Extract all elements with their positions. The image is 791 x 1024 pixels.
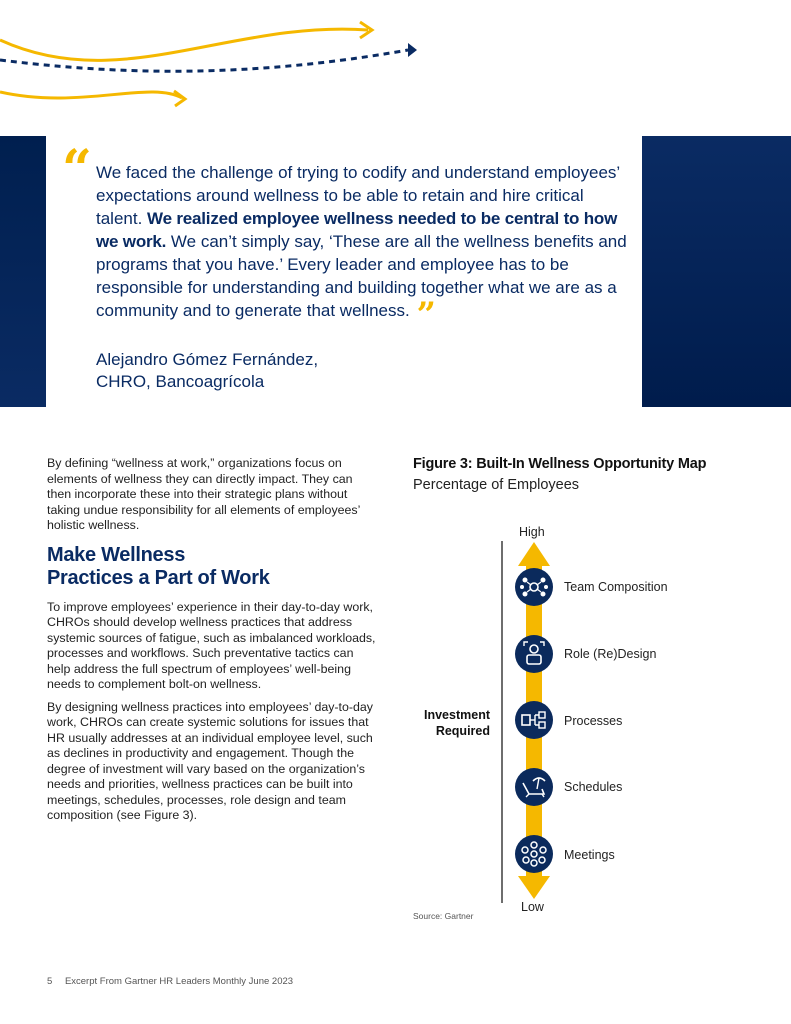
intro-paragraph: By defining “wellness at work,” organizations focus on elements of wellness they can directly impact. They can then incorporate these into their strategic plans without taking undue responsibility for all elements of employees’ holistic wellness. [47, 456, 360, 532]
node-label-meetings: Meetings [564, 848, 615, 862]
quote-text-rest: We can’t simply say, ‘These are all the wellness benefits and programs that you have.’ Every leader and employee has to be responsible for understanding and building together what we are as a community and to generate that wellness. [96, 232, 627, 320]
y-label-line2: Required [435, 724, 490, 738]
attribution-title: CHRO, Bancoagrícola [96, 372, 265, 391]
team-network-icon [515, 568, 553, 606]
body-paragraph-1: To improve employees’ experience in their day-to-day work, CHROs should develop wellness practices that address systemic sources of fatigue, such as imbalanced workloads, processes and workflows. Such preventative tactics can help address the full spectrum of employees’ well-being needs to complement bolt-on wellness. [47, 599, 376, 691]
section-heading-line1: Make Wellness [47, 543, 186, 566]
page-number: 5 [47, 976, 53, 987]
node-label-schedules: Schedules [564, 780, 623, 794]
figure-title: Figure 3: Built-In Wellness Opportunity Map [413, 456, 707, 472]
open-quote-mark: “ [62, 139, 92, 200]
section-heading-line2: Practices a Part of Work [47, 566, 270, 589]
axis-high-label: High [519, 525, 545, 539]
axis-low-label: Low [521, 900, 544, 914]
figure-source: Source: Gartner [413, 911, 474, 921]
person-role-icon [515, 635, 553, 673]
close-quote-mark: ” [416, 295, 437, 335]
page-footer [47, 976, 293, 987]
quote-text-emphasis: We realized employee wellness needed to be central to how we work. [96, 209, 618, 251]
footer-text: Excerpt From Gartner HR Leaders Monthly June 2023 [64, 976, 294, 987]
body-paragraph-2: By designing wellness practices into employees’ day-to-day work, CHROs can create systemic solutions for issues that HR usually addresses at an individual employee level, such as declines in productivity and engagement. Though the degree of investment will vary based on the organization’s needs and priorities, wellness practices can be built into meetings, schedules, processes, role design and team composition (see Figure 3). [47, 699, 373, 822]
y-label-line1: Investment [424, 708, 490, 722]
figure-subtitle: Percentage of Employees [413, 477, 580, 493]
process-flow-icon [515, 701, 553, 739]
lounge-chair-icon [515, 768, 553, 806]
node-label-role-redesign: Role (Re)Design [564, 647, 657, 661]
node-label-processes: Processes [564, 714, 623, 728]
attribution-name: Alejandro Gómez Fernández, [96, 350, 319, 369]
meeting-nodes-icon [515, 835, 553, 873]
quote-text-intro: We faced the challenge of trying to codify and understand employees’ expectations around wellness to be able to retain and hire critical talent. [96, 163, 620, 228]
node-label-team-composition: Team Composition [564, 580, 668, 594]
